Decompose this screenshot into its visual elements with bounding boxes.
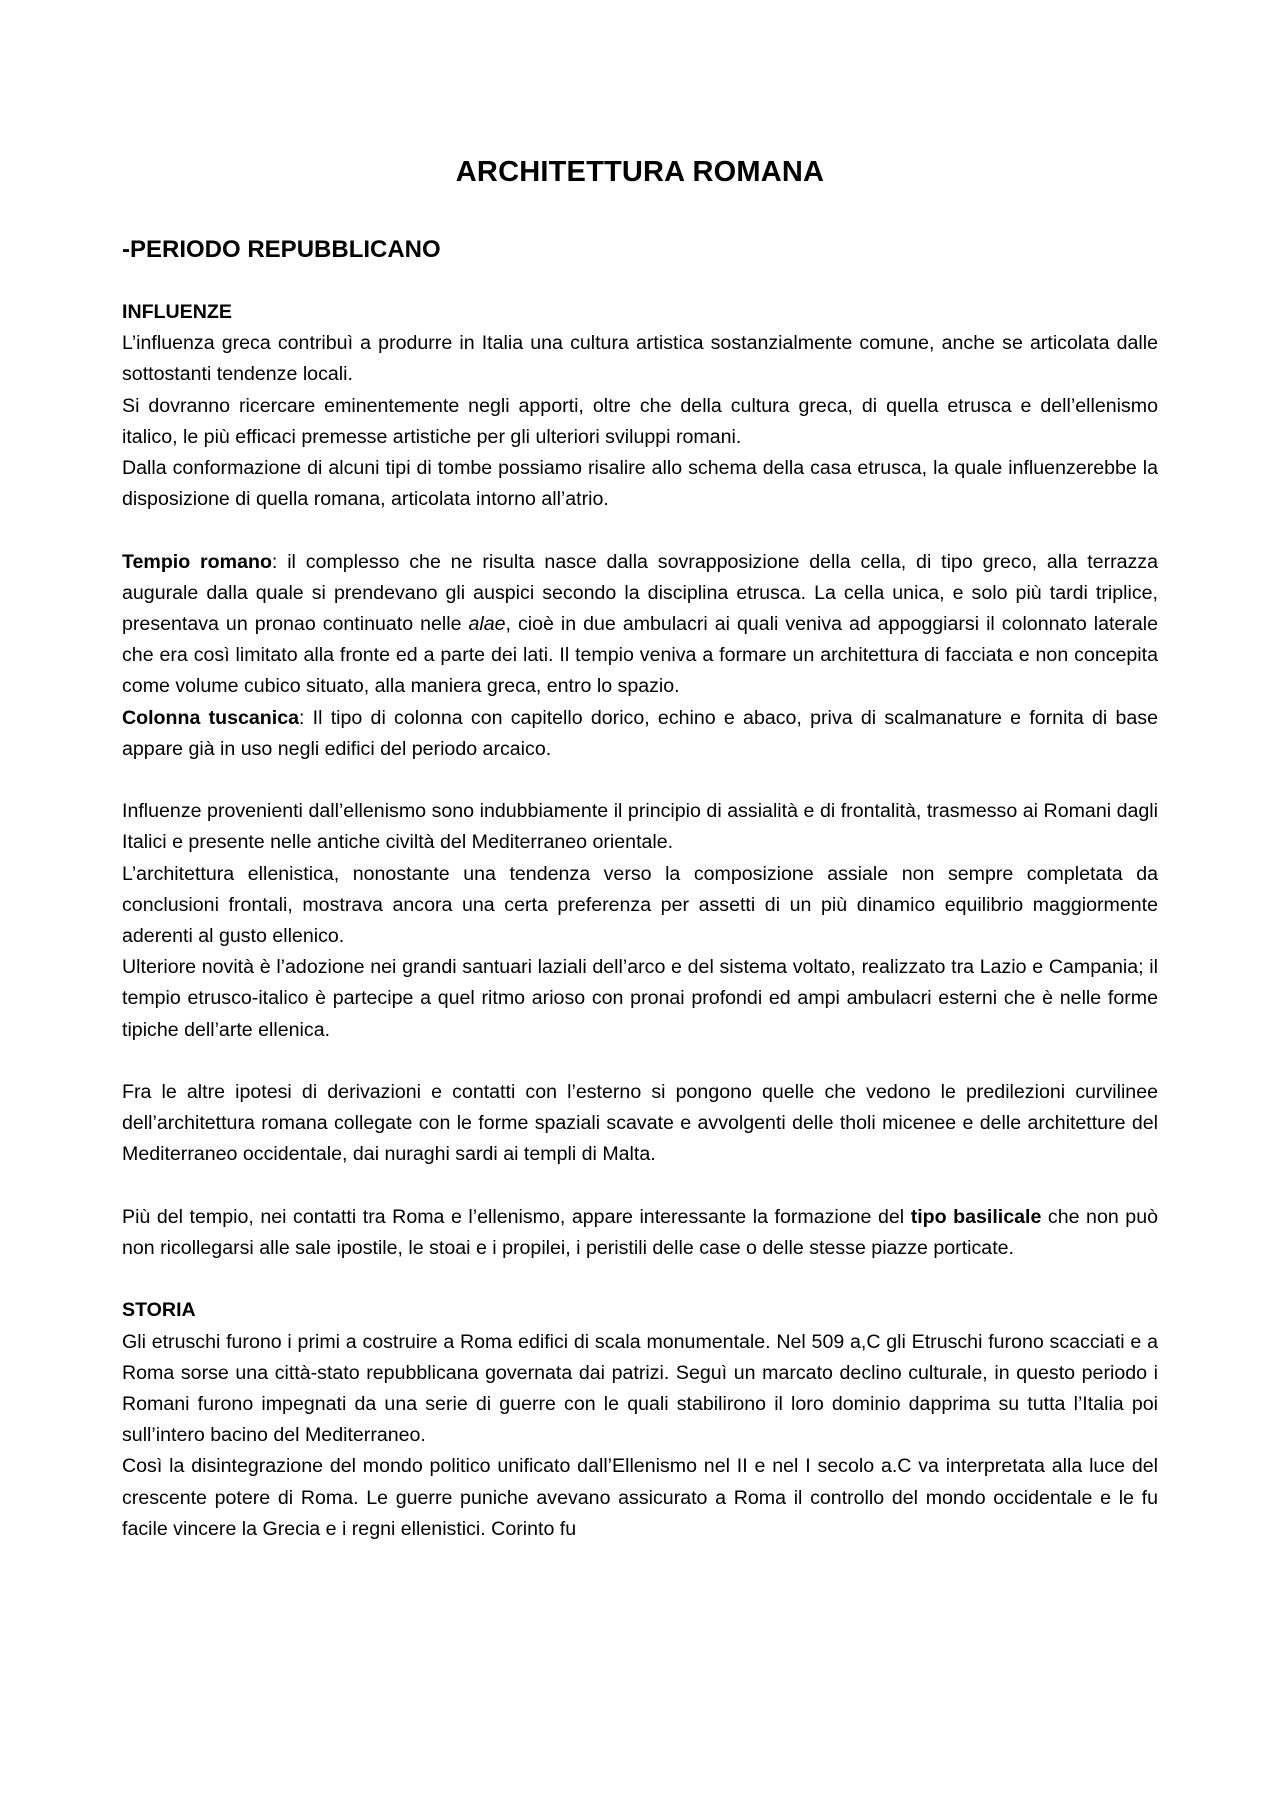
paragraph-derivazioni: Fra le altre ipotesi di derivazioni e contatti con l’esterno si pongono quelle che vedono le predilezioni curvilinee dell’architettura romana collegate con le forme spaziali scavate e avvolgenti delle tholi micenee e delle architetture del Mediterraneo occidentale, dai nuraghi sardi ai templi di Malta. [122,1081,1158,1166]
paragraph-apporti: Si dovranno ricercare eminentemente negli apporti, oltre che della cultura greca, di quella etrusca e dell’ellenismo italico, le più efficaci premesse artistiche per gli ulteriori sviluppi romani. [122,394,1158,448]
term-tipo-basilicale: tipo basilicale [910,1205,1042,1228]
term-tempio-romano: Tempio romano [122,550,272,573]
paragraph-casa-etrusca: Dalla conformazione di alcuni tipi di tombe possiamo risalire allo schema della casa etrusca, la quale influenzerebbe la disposizione di quella romana, articolata intorno all’atrio. [122,457,1158,511]
paragraph-ellenismo: Influenze provenienti dall’ellenismo sono indubbiamente il principio di assialità e di frontalità, trasmesso ai Romani dagli Italici e presente nelle antiche civiltà del Mediterraneo orientale. [122,800,1158,854]
paragraph-tempio-romano: Tempio romano: il complesso che ne risulta nasce dalla sovrapposizione della cella, di tipo greco, alla terrazza augurale dalla quale si prendevano gli auspici secondo la disciplina etrusca. La cella unica, e solo più tardi triplice, presentava un pronao continuato nelle alae, cioè in due ambulacri ai quali veniva ad appoggiarsi il colonnato laterale che era così limitato alla fronte ed a parte dei lati. Il tempio veniva a formare un architettura di facciata e non concepita come volume cubico situato, alla maniera greca, entro lo spazio. [122,550,1159,698]
paragraph-influenza-greca: L’influenza greca contribuì a produrre in Italia una cultura artistica sostanzialmente comune, anche se articolata dalle sottostanti tendenze locali. [122,332,1158,386]
section-heading-storia: STORIA [122,1299,196,1322]
paragraph-disintegrazione: Così la disintegrazione del mondo politico unificato dall’Ellenismo nel II e nel I secolo a.C va interpretata alla luce del crescente potere di Roma. Le guerre puniche avevano assicurato a Roma il controllo del mondo occidentale e le fu facile vincere la Grecia e i regni ellenistici. Corinto fu [122,1455,1158,1540]
term-alae: alae [468,613,506,636]
term-colonna-tuscanica: Colonna tuscanica [122,706,299,729]
document-title: ARCHITETTURA ROMANA [455,156,825,188]
paragraph-etruschi: Gli etruschi furono i primi a costruire a Roma edifici di scala monumentale. Nel 509 a,C gli Etruschi furono scacciati e a Roma sorse una città-stato repubblicana governata dai patrizi. Seguì un marcato declino culturale, in questo periodo i Romani furono impegnati da una serie di guerre con le quali stabilirono il loro dominio dapprima su tutta l’Italia poi sull’intero bacino del Mediterraneo. [122,1330,1158,1447]
paragraph-tipo-basilicale: Più del tempio, nei contatti tra Roma e l’ellenismo, appare interessante la formazione del tipo basilicale che non può non ricollegarsi alle sale ipostile, le stoai e i propilei, i peristili delle case o delle stesse piazze porticate. [122,1205,1158,1260]
paragraph-colonna-tuscanica: Colonna tuscanica: Il tipo di colonna con capitello dorico, echino e abaco, priva di scalmanature e fornita di base appare già in uso negli edifici del periodo arcaico. [122,706,1158,760]
paragraph-architettura-ellenistica: L’architettura ellenistica, nonostante una tendenza verso la composizione assiale non sempre completata da conclusioni frontali, mostrava ancora una certa preferenza per assetti di un più dinamico equilibrio maggiormente aderenti al gusto ellenico. [122,862,1158,948]
paragraph-arco-voltato: Ulteriore novità è l’adozione nei grandi santuari laziali dell’arco e del sistema voltato, realizzato tra Lazio e Campania; il tempio etrusco-italico è partecipe a quel ritmo arioso con pronai profondi ed ampi ambulacri esterni che è nelle forme tipiche dell’arte ellenica. [122,956,1158,1041]
section-heading-influenze: INFLUENZE [122,301,232,323]
period-heading: -PERIODO REPUBBLICANO [122,236,441,263]
document-body [122,297,1158,1545]
